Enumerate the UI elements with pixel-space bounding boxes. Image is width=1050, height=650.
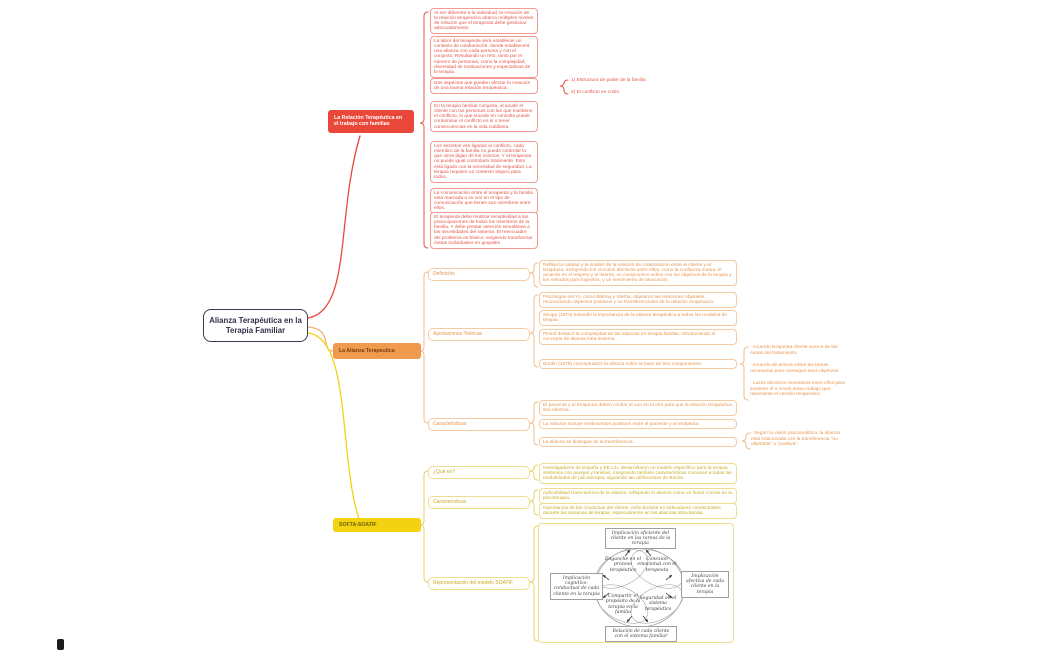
venn-circle-label-compartir: Compartir el propósito de la terapia en la familia xyxy=(605,594,641,616)
topic-softa-caracteristica-2[interactable]: Importancia de las conductas del cliente, enfocándose en indicadores conductuales durante las sesiones de terapia, especialmente en las alianzas intra-familia. xyxy=(539,503,737,519)
venn-right-label: Implicación afectiva de cada cliente en la terapia xyxy=(681,571,729,598)
subtopic-caracteristicas-alianza[interactable]: Características xyxy=(428,418,530,431)
topic-caracteristica-2[interactable]: La relación incluye sentimientos positivos entre el paciente y el terapeuta. xyxy=(539,419,737,429)
topic-relacion-note-5[interactable]: Los secretos van ligados al conflicto, cada miembro de la familia no puede controlar lo que otros digan de los mismos. Y el terapeuta no puede igual controlarlo totalmente. Esto está ligado con la necesidad de seguridad. La terapia requiere un contexto seguro para todos. xyxy=(430,141,538,183)
subtopic-aportaciones-teoricas[interactable]: Aportaciones Teóricas xyxy=(428,328,530,341)
subtopic-que-es[interactable]: ¿Qué es? xyxy=(428,466,530,479)
venn-circle-label-enganche: Enganche en el proceso terapéutico xyxy=(605,557,641,573)
central-topic[interactable]: Alianza Terapéutica en la Terapia Familiar xyxy=(203,309,308,342)
topic-caracteristica-1[interactable]: El paciente y el terapeuta deben confiar el uno en el otro para que la relación terapéutica sea efectiva. xyxy=(539,400,737,416)
topic-softa-caracteristica-1[interactable]: Aplicabilidad trans-teórica de la alianza, reflejando la alianza como un factor común en la psicoterapia. xyxy=(539,488,737,504)
subtopic-definicion[interactable]: Definición xyxy=(428,268,530,281)
topic-aportacion-bordin[interactable]: Bordin (1979) conceptualizó la alianza sobre la base de tres componentes: xyxy=(539,359,737,369)
topic-relacion-note-1[interactable]: Al ser diferente a la individual, la creación de la relación terapéutica abarca múltiples niveles de relación que el terapeuta debe gestionar adecuadamente. xyxy=(430,8,538,34)
topic-aportacion-1[interactable]: Psicólogos del Yo, como Bibring y Sterba, objetaron las relaciones objetales, reconociendo aspectos positivos y no transferenciales de la relación terapéutica. xyxy=(539,292,737,308)
topic-que-es-text[interactable]: Investigadores de España y EE.UU. desarrollaron un modelo específico para la terapia sistémica con parejas y familias, integrando también características comunes a todas las modalidades de psicoterapia, siguiendo las definiciones de Bordin. xyxy=(539,463,737,484)
topic-aspecto-1[interactable]: 1) Estructura de poder de la familia xyxy=(571,78,646,83)
topic-relacion-note-2[interactable]: La labor del terapeuta será establecer un contexto de colaboración, donde establecerá una alianza con cada persona y con el conjunto. Resultando un reto, tanto por el número de personas, como la complejidad, diversidad de motivaciones y expectativas de la terapia. xyxy=(430,36,538,78)
topic-bordin-componente-2[interactable]: - Acuerdo de ambos sobre las tareas necesarias para conseguir esos objetivos. xyxy=(750,363,840,374)
soatif-venn-diagram[interactable] xyxy=(538,523,734,643)
topic-aportacion-3[interactable]: Pinsof destacó la complejidad de las alianzas en terapia familiar, introduciendo el concepto de alianza intra-sistema. xyxy=(539,329,737,345)
topic-aportacion-2[interactable]: Strupp (1973) extendió la importancia de la alianza terapéutica a todos los modelos de terapia. xyxy=(539,310,737,326)
branch-relacion-terapeutica[interactable]: La Relación Terapéutica en el trabajo con familias xyxy=(328,110,414,133)
topic-relacion-note-6[interactable]: La comunicación entre el terapeuta y la familia está marcada a su vez en el tipo de comunicación que tienen sus miembros entre ellos. xyxy=(430,188,538,214)
topic-relacion-note-7[interactable]: El terapeuta debe mostrar receptividad a las preocupaciones de todos los miembros de la familia. Y debe prestar atención simultánea a las necesidades del sistema. El reencuadre del problema es básico, exigiendo transformar metas individuales en grupales. xyxy=(430,212,538,249)
bottom-left-artifact xyxy=(57,639,64,650)
subtopic-caracteristicas-softa[interactable]: Características xyxy=(428,496,530,509)
topic-caracteristica-3[interactable]: La alianza se distingue de la transferencia. xyxy=(539,437,737,447)
branch-alianza-terapeutica[interactable]: La Alianza Terapeutica xyxy=(333,343,421,359)
topic-relacion-note-4[interactable]: En la terapia familiar conjunta, al acudir el cliente con las personas con las que mantiene el conflicto, lo que sucede en consulta puede contaminar el conflicto en sí o tener consecuencias en la vida cotidiana. xyxy=(430,101,538,132)
topic-aspecto-2[interactable]: 2) El conflicto en crisis. xyxy=(571,90,621,95)
venn-circle-label-conexion: Conexión emocional con el terapeuta xyxy=(637,557,677,573)
topic-definicion-text[interactable]: Refleja la calidad y la solidez de la relación de colaboración entre el cliente y el terapeuta, incluyendo los vínculos afectivos entre ellos, como la confianza mutua, el acuerdo en el respeto y el interés, un compromiso activo con los objetivos de la terapia y los métodos para lograrlos, y un sentimiento de asociación. xyxy=(539,260,737,286)
topic-relacion-note-3[interactable]: Dos aspectos que pueden afectar la creación de una buena relación terapéutica: xyxy=(430,78,538,94)
venn-left-label: Implicación cognitivo-conductual de cada cliente en la terapia xyxy=(550,573,603,600)
topic-bordin-componente-1[interactable]: - Acuerdo terapeuta-cliente acerca de las metas del tratamiento. xyxy=(750,345,838,356)
venn-circle-label-seguridad: Seguridad en el sistema terapéutico xyxy=(639,596,677,612)
topic-transferencia-nota[interactable]: - Según la visión psicoanalítica, la alianza está relacionada con la transferencia "no objetable" o "positiva". xyxy=(751,431,840,448)
subtopic-representacion-soatif[interactable]: Representación del modelo SOATIF xyxy=(428,577,530,590)
venn-bottom-label: Relación de cada cliente con el sistema familiar xyxy=(605,626,677,642)
topic-bordin-componente-3[interactable]: - Lazos afectivos necesarios entre ellos para sostener el a veces arduo trabajo que representa el cambio terapéutico. xyxy=(750,381,845,398)
branch-softa-soatif[interactable]: SOFTA-SOATIF xyxy=(333,518,421,532)
venn-top-label: Implicación eficiente del cliente en las tareas de la terapia xyxy=(605,528,676,549)
